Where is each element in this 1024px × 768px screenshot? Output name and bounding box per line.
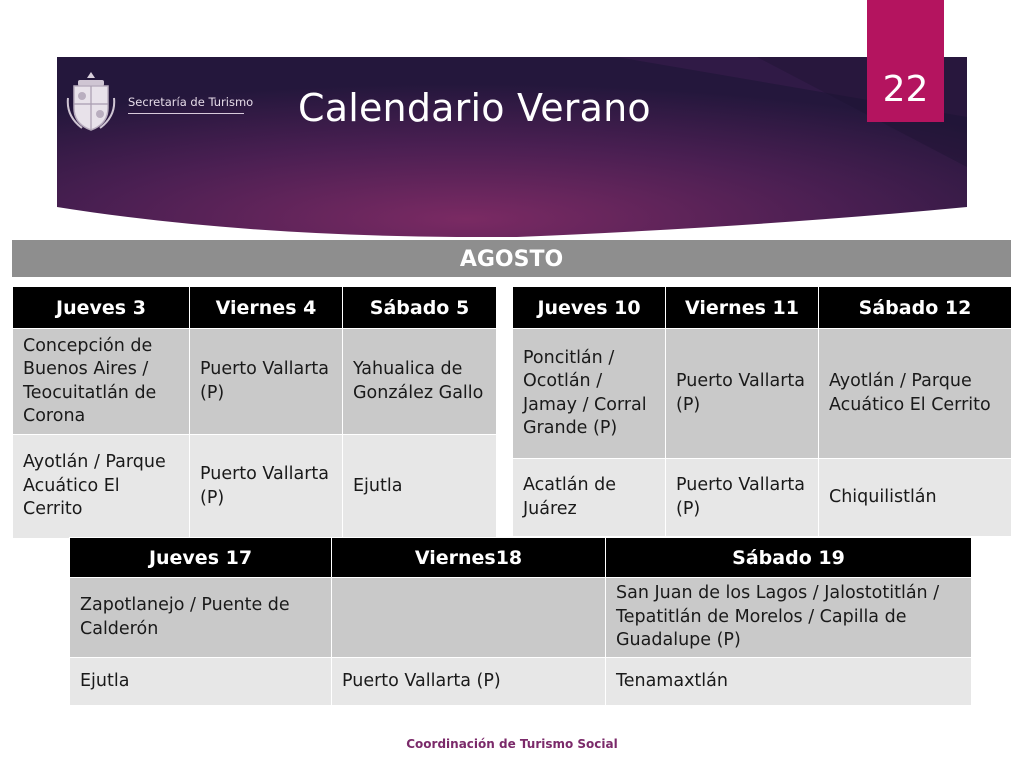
table-header-cell: Viernes 11: [666, 287, 819, 329]
table-row: [70, 578, 972, 658]
table-cell: Puerto Vallarta (P): [190, 435, 343, 539]
week1-table: [12, 286, 497, 539]
week2-header-row: [513, 287, 1012, 329]
table-header-cell: Viernes18: [332, 538, 606, 578]
table-row: [13, 329, 497, 435]
table-row: [13, 435, 497, 539]
table-header-cell: Jueves 3: [13, 287, 190, 329]
footer-text: Coordinación de Turismo Social: [406, 737, 618, 751]
table-cell: Chiquilistlán: [819, 459, 1012, 537]
table-cell: Ayotlán / Parque Acuático El Cerrito: [13, 435, 190, 539]
week3-header-row: [70, 538, 972, 578]
table-cell: Ejutla: [70, 658, 332, 706]
table-row: [513, 329, 1012, 459]
table-header-cell: Jueves 10: [513, 287, 666, 329]
table-cell: Ejutla: [343, 435, 497, 539]
month-header: AGOSTO: [12, 240, 1011, 277]
coat-of-arms-icon: [66, 68, 116, 136]
table-cell: Poncitlán / Ocotlán / Jamay / Corral Grande (P): [513, 329, 666, 459]
table-cell: Acatlán de Juárez: [513, 459, 666, 537]
page-number-badge: 22: [867, 0, 944, 122]
table-row: [70, 658, 972, 706]
table-cell: [332, 578, 606, 658]
table-row: [513, 459, 1012, 537]
table-cell: Puerto Vallarta (P): [666, 329, 819, 459]
table-cell: Ayotlán / Parque Acuático El Cerrito: [819, 329, 1012, 459]
table-cell: Puerto Vallarta (P): [666, 459, 819, 537]
table-header-cell: Jueves 17: [70, 538, 332, 578]
table-header-cell: Viernes 4: [190, 287, 343, 329]
week3-table: [69, 537, 972, 706]
table-cell: Tenamaxtlán: [606, 658, 972, 706]
secretaria-turismo-logo: [66, 68, 256, 138]
table-header-cell: Sábado 12: [819, 287, 1012, 329]
table-cell: San Juan de los Lagos / Jalostotitlán / Tepatitlán de Morelos / Capilla de Guadalupe (P): [606, 578, 972, 658]
table-header-cell: Sábado 5: [343, 287, 497, 329]
table-header-cell: Sábado 19: [606, 538, 972, 578]
table-cell: Zapotlanejo / Puente de Calderón: [70, 578, 332, 658]
logo-underline: [128, 113, 244, 114]
table-cell: Concepción de Buenos Aires / Teocuitatlán de Corona: [13, 329, 190, 435]
slide-title: Calendario Verano: [298, 86, 651, 130]
table-cell: Yahualica de González Gallo: [343, 329, 497, 435]
logo-text: Secretaría de Turismo: [128, 95, 254, 109]
week2-table: [512, 286, 1012, 537]
week1-header-row: [13, 287, 497, 329]
table-cell: Puerto Vallarta (P): [332, 658, 606, 706]
table-cell: Puerto Vallarta (P): [190, 329, 343, 435]
